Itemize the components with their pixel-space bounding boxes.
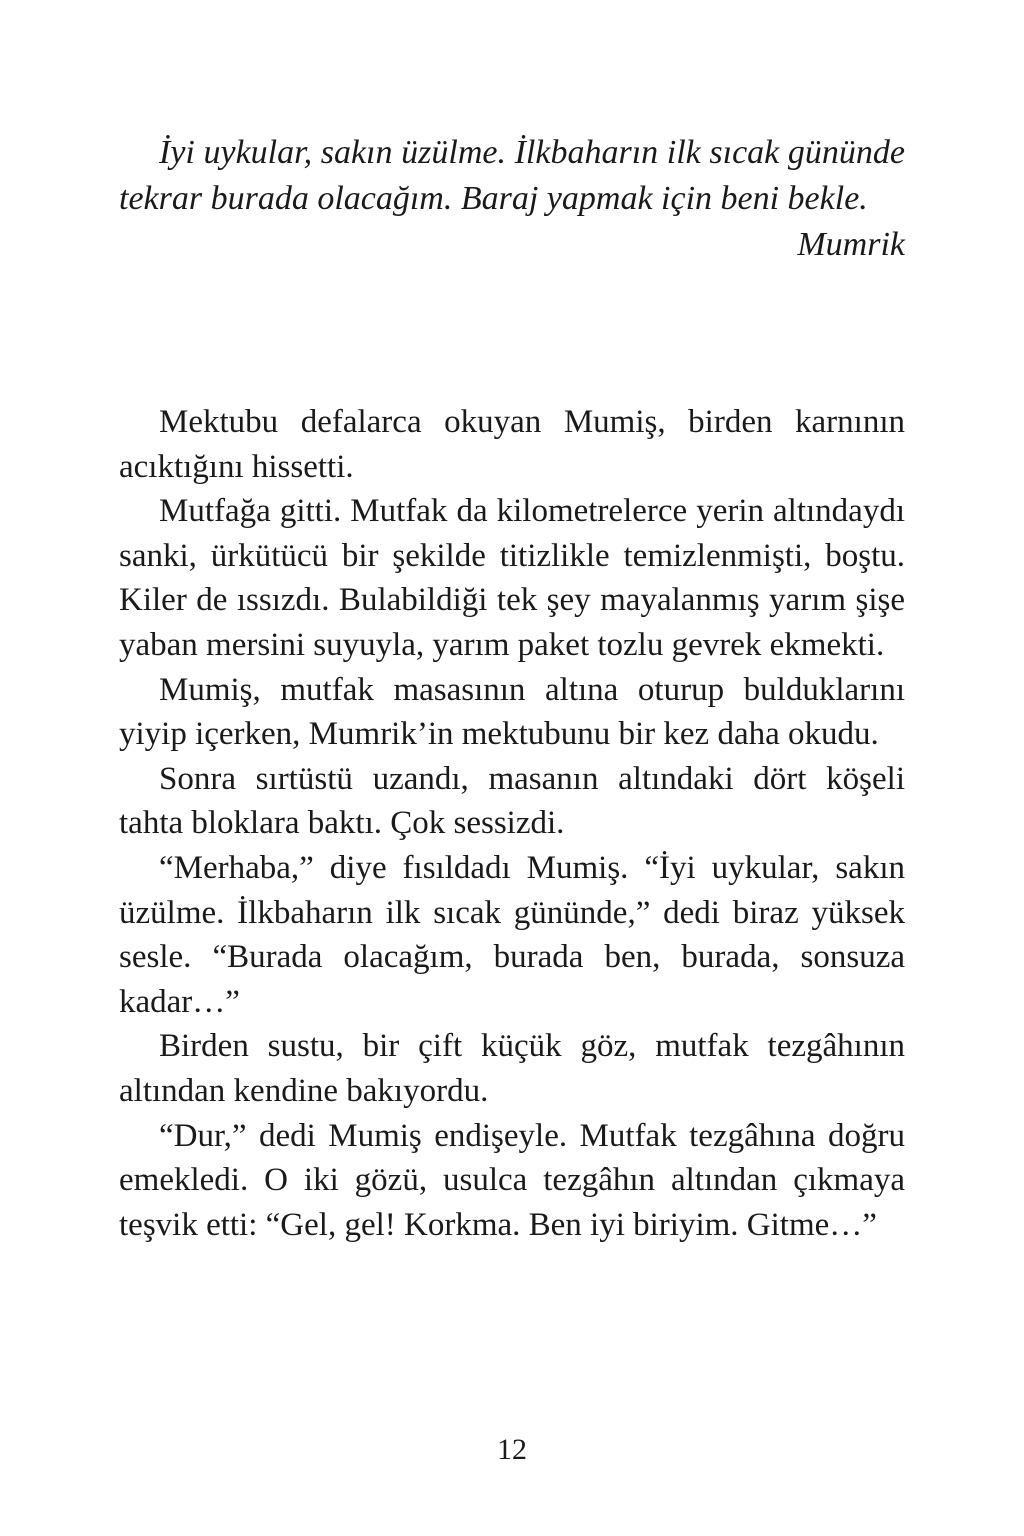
paragraph: Birden sustu, bir çift küçük göz, mutfak tezgâhının altından kendine bakıyordu. [119, 1028, 905, 1109]
letter-signature: Mumrik [797, 226, 905, 263]
paragraph: Mutfağa gitti. Mutfak da kilometrelerce yerin altındaydı sanki, ürkütücü bir şekilde titizlikle temizlenmişti, boştu. Kiler de ıssızdı. Bulabildiği tek şey mayalanmış yarım şişe yaban mersini suyuyla, yarım paket tozlu gevrek ekmekti. [119, 493, 905, 663]
paragraph: Sonra sırtüstü uzandı, masanın altındaki dört köşeli tahta bloklara baktı. Çok sessizdi. [119, 760, 905, 842]
paragraph: Mektubu defalarca okuyan Mumiş, birden karnının acıktığını hissetti. [119, 404, 905, 485]
paragraph: “Dur,” dedi Mumiş endişeyle. Mutfak tezgâhına doğru emekledi. O iki gözü, usulca tezgâhın altından çıkmaya teşvik etti: “Gel, gel! Korkma. Ben iyi biriyim. Gitme…” [119, 1117, 905, 1243]
paragraph: Mumiş, mutfak masasının altına oturup bulduklarını yiyip içerken, Mumrik’in mektubunu bir kez daha okudu. [119, 671, 905, 753]
paragraph: “Merhaba,” diye fısıldadı Mumiş. “İyi uykular, sakın üzülme. İlkbaharın ilk sıcak gününde,” dedi biraz yüksek sesle. “Burada olacağım, burada ben, burada, sonsuza kadar…” [119, 849, 905, 1020]
letter-text: İyi uykular, sakın üzülme. İlkbaharın ilk sıcak gününde tekrar burada olacağım. Baraj yapmak için beni bekle. [119, 134, 905, 217]
page-number: 12 [497, 1433, 527, 1466]
letter-block [119, 130, 905, 268]
body-text [119, 400, 905, 1247]
